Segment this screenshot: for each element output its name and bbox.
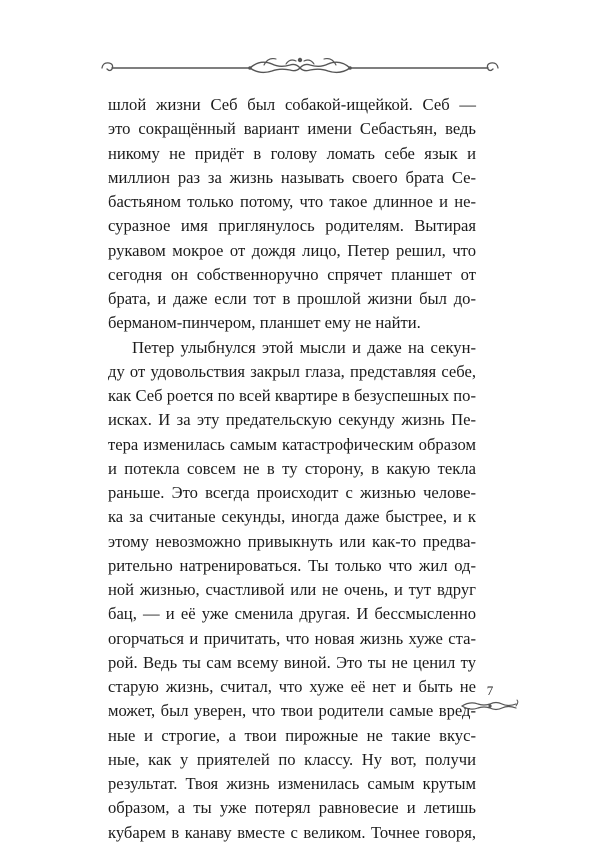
text-line: как Себ роется по всей квартире в безуспешных по- — [108, 386, 476, 405]
paragraph — [108, 93, 476, 336]
text-line: рительно натренироваться. Ты только что жил од- — [108, 555, 476, 575]
text-line: миллион раз за жизнь называть своего брата Се- — [108, 167, 476, 187]
text-line: и потекла совсем не в ту сторону, в какую текла — [108, 458, 476, 478]
text-line: ду от удовольствия закрыл глаза, представляя себе, — [108, 361, 476, 381]
paragraph — [108, 336, 476, 845]
text-line: кубарем в канаву вместе с великом. Точнее говоря, — [108, 822, 476, 842]
text-line: никому не придёт в голову ломать себе язык и — [108, 143, 476, 163]
text-line: это сокращённый вариант имени Себастьян, ведь — [108, 119, 476, 139]
text-line: бастьяном только потому, что такое длинное и не- — [108, 192, 476, 211]
text-line: сегодня он собственноручно спрячет планшет от — [108, 264, 476, 284]
text-line: шлой жизни Себ был собакой-ищейкой. Себ — — [108, 95, 476, 114]
footer-flourish-ornament — [460, 692, 520, 722]
page-number: 7 — [486, 683, 494, 698]
text-line: этому невозможно привыкнуть или как-то предва- — [108, 531, 476, 551]
text-line: Петер улыбнулся этой мысли и даже на секун- — [132, 337, 476, 357]
text-line: тера изменилась самым катастрофическим образом — [108, 434, 476, 454]
text-line: огорчаться и причитать, что новая жизнь хуже ста- — [108, 628, 476, 648]
text-line: берманом-пинчером, планшет ему не найти. — [108, 313, 421, 333]
text-line: образом, а ты уже потерял равновесие и летишь — [108, 798, 476, 818]
text-line: исках. И за эту предательскую секунду жизнь Пе- — [108, 410, 476, 430]
text-line: может, был уверен, что твои родители самые вред- — [108, 701, 476, 721]
text-line: ные и строгие, а твои пирожные не такие вкус- — [108, 725, 476, 745]
text-line: рой. Ведь ты сам всему виной. Это ты не ценил ту — [108, 652, 476, 672]
text-line: рукавом мокрое от дождя лицо, Петер решил, что — [108, 240, 476, 260]
text-line: суразное имя приглянулось родителям. Вытирая — [108, 216, 476, 236]
text-line: ные, как у приятелей по классу. Ну вот, получи — [108, 749, 476, 769]
body-text — [108, 93, 476, 845]
text-line: результат. Твоя жизнь изменилась самым крутым — [108, 774, 476, 793]
text-line: брата, и даже если тот в прошлой жизни был до- — [108, 289, 476, 308]
text-line: бац, — и её уже сменила другая. И бессмысленно — [108, 604, 476, 624]
text-line: ной жизнью, счастливой или не очень, и тут вдруг — [108, 580, 476, 599]
text-line: раньше. Это всегда происходит с жизнью челове- — [108, 483, 476, 502]
text-line: старую жизнь, считал, что хуже её нет и быть не — [108, 677, 476, 696]
text-line: ка за считаные секунды, иногда даже быстрее, и к — [108, 507, 476, 527]
header-flourish-ornament — [100, 52, 500, 82]
